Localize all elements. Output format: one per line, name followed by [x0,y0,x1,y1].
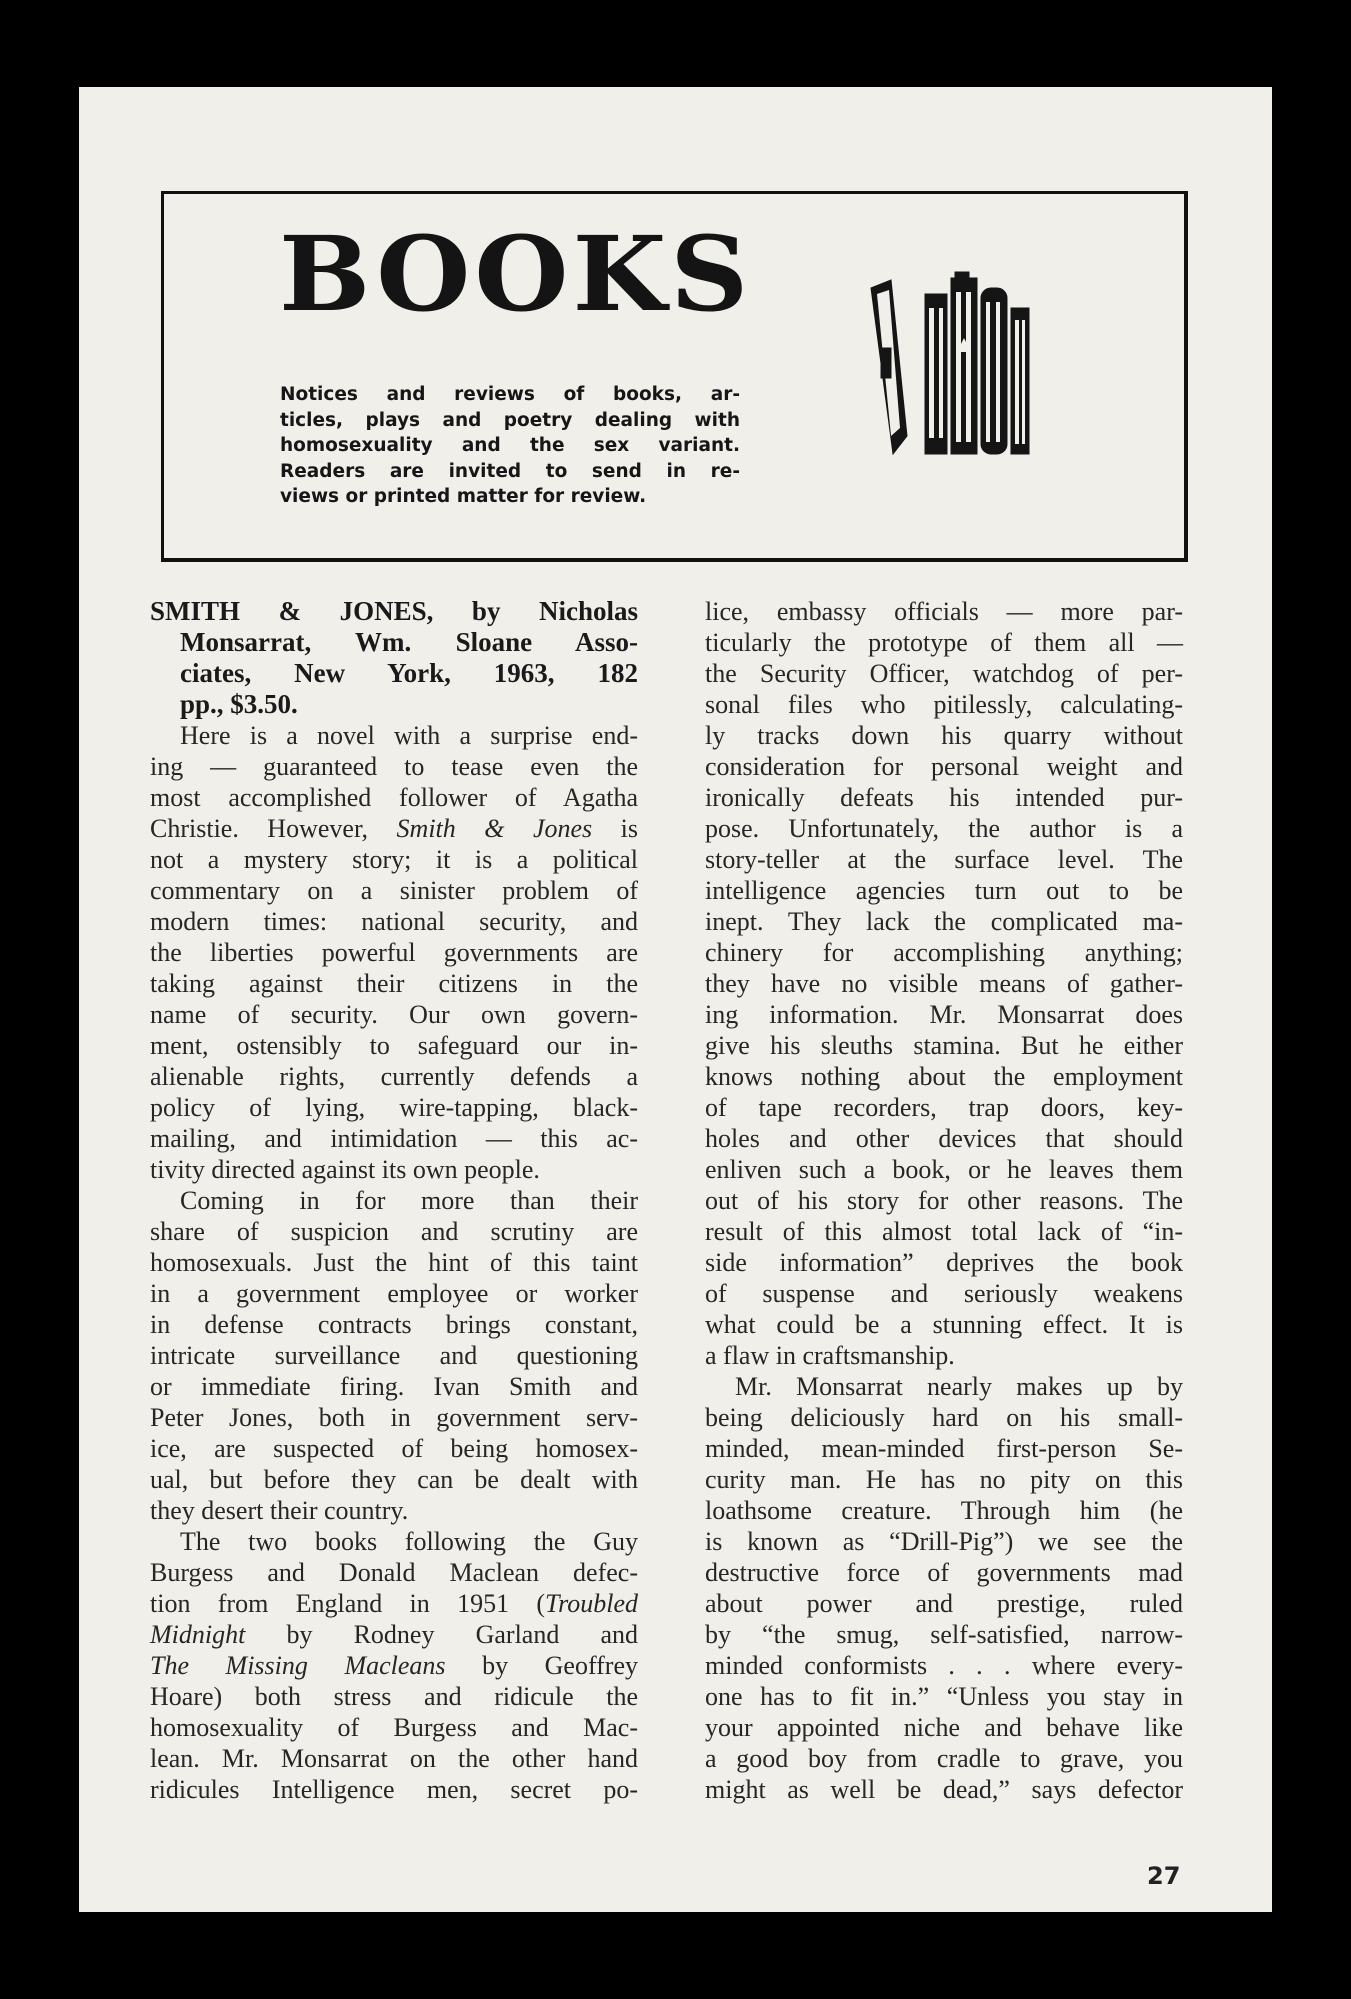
text-line [705,813,1183,844]
text-segment: commentary on a sinister problem of [150,876,638,905]
text-segment: Here is a novel with a surprise end- [180,721,638,750]
text-segment: Coming in for more than their [180,1186,638,1215]
text-segment: your appointed niche and behave like [705,1713,1183,1742]
text-line [150,1464,638,1495]
text-segment: out of his story for other reasons. The [705,1186,1183,1215]
text-segment: alienable rights, currently defends a [150,1062,638,1091]
text-segment: side information” deprives the book [705,1248,1183,1277]
text-segment: Christie. However, [150,814,397,843]
text-segment: pose. Unfortunately, the author is a [705,814,1183,843]
text-line [150,1309,638,1340]
text-line [705,782,1183,813]
text-segment: SMITH & JONES, by Nicholas [150,596,638,626]
text-segment: by Geoffrey [445,1651,638,1680]
text-line [705,1681,1183,1712]
text-line [705,1774,1183,1805]
text-line [705,1371,1183,1402]
text-line [705,1712,1183,1743]
text-line [150,1061,638,1092]
text-segment: ridicules Intelligence men, secret po- [150,1775,638,1804]
article-column-left [150,596,638,1805]
text-line [705,1185,1183,1216]
text-line [705,1030,1183,1061]
text-line [150,751,638,782]
text-line [150,1123,638,1154]
text-segment: pp., $3.50. [180,689,298,719]
text-segment: minded, mean-minded first-person Se- [705,1434,1183,1463]
review-heading-line [150,689,638,720]
text-line [150,937,638,968]
text-line [705,596,1183,627]
text-segment: in a government employee or worker [150,1279,638,1308]
text-line [150,782,638,813]
text-segment: homosexuals. Just the hint of this taint [150,1248,638,1277]
text-line [705,1588,1183,1619]
text-segment: ironically defeats his intended pur- [705,783,1183,812]
review-heading-line [150,627,638,658]
text-segment: is known as “Drill-Pig”) we see the [705,1527,1183,1556]
text-segment: curity man. He has no pity on this [705,1465,1183,1494]
italic-title: The Missing Macleans [150,1651,446,1680]
text-line [705,844,1183,875]
text-line [705,751,1183,782]
text-segment: consideration for personal weight and [705,752,1183,781]
text-segment: most accomplished follower of Agatha [150,783,638,812]
text-line [705,1123,1183,1154]
text-segment: they have no visible means of gather- [705,969,1183,998]
text-line [705,968,1183,999]
text-segment: story-teller at the surface level. The [705,845,1183,874]
text-line [150,1278,638,1309]
text-segment: about power and prestige, ruled [705,1589,1183,1618]
section-description [280,382,740,510]
text-line [705,1309,1183,1340]
text-segment: mailing, and intimidation — this ac- [150,1124,638,1153]
text-segment: not a mystery story; it is a political [150,845,638,874]
text-segment: minded conformists . . . where every- [705,1651,1183,1680]
text-line [150,875,638,906]
text-line [705,937,1183,968]
text-line [150,968,638,999]
text-line [150,1495,638,1526]
text-line [705,875,1183,906]
article-column-right [705,596,1183,1805]
text-segment: chinery for accomplishing anything; [705,938,1183,967]
text-line [705,1557,1183,1588]
page-number: 27 [1147,1862,1181,1890]
text-line [150,1092,638,1123]
text-line [705,999,1183,1030]
text-segment: what could be a stunning effect. It is [705,1310,1183,1339]
text-line [150,1402,638,1433]
text-line [705,1402,1183,1433]
text-line [150,1154,638,1185]
text-line [150,813,638,844]
text-segment: tion from England in 1951 ( [150,1589,546,1618]
text-segment: being deliciously hard on his small- [705,1403,1183,1432]
text-segment: knows nothing about the employment [705,1062,1183,1091]
text-line [150,1526,638,1557]
text-segment: a good boy from cradle to grave, you [705,1744,1183,1773]
text-segment: Mr. Monsarrat nearly makes up by [735,1372,1183,1401]
text-line [150,1743,638,1774]
text-line [150,1216,638,1247]
text-line [705,906,1183,937]
description-line: homosexuality and the sex variant. [280,435,740,456]
text-segment: Peter Jones, both in government serv- [150,1403,638,1432]
text-segment: by Rodney Garland and [245,1620,638,1649]
text-line [705,1061,1183,1092]
text-segment: ment, ostensibly to safeguard our in- [150,1031,638,1060]
text-line [150,844,638,875]
text-line [705,1247,1183,1278]
text-segment: result of this almost total lack of “in- [705,1217,1183,1246]
text-line [705,1464,1183,1495]
text-segment: intelligence agencies turn out to be [705,876,1183,905]
text-segment: they desert their country. [150,1496,409,1525]
text-line [705,1216,1183,1247]
review-heading-line [150,658,638,689]
text-segment: a flaw in craftsmanship. [705,1341,955,1370]
text-line [150,1340,638,1371]
text-line [150,1619,638,1650]
text-line [150,1247,638,1278]
text-segment: give his sleuths stamina. But he either [705,1031,1183,1060]
text-segment: ual, but before they can be dealt with [150,1465,638,1494]
text-segment: the liberties powerful governments are [150,938,638,967]
text-line [150,1371,638,1402]
description-line: Readers are invited to send in re- [280,460,740,482]
text-segment: name of security. Our own govern- [150,1000,638,1029]
text-line [705,1495,1183,1526]
text-line [705,1619,1183,1650]
text-segment: of tape recorders, trap doors, key- [705,1093,1183,1122]
text-segment: enliven such a book, or he leaves them [705,1155,1183,1184]
text-segment: Monsarrat, Wm. Sloane Asso- [180,627,638,657]
text-segment: policy of lying, wire-tapping, black- [150,1093,638,1122]
text-line [705,1526,1183,1557]
text-segment: homosexuality of Burgess and Mac- [150,1713,638,1742]
text-segment: ing — guaranteed to tease even the [150,752,638,781]
text-segment: tivity directed against its own people. [150,1155,540,1184]
magazine-page [79,87,1272,1912]
text-segment: lean. Mr. Monsarrat on the other hand [150,1744,638,1773]
text-line [705,1433,1183,1464]
text-segment: The two books following the Guy [180,1527,638,1556]
text-segment: the Security Officer, watchdog of per- [705,659,1183,688]
text-segment: taking against their citizens in the [150,969,638,998]
text-segment: in defense contracts brings constant, [150,1310,638,1339]
text-line [150,1774,638,1805]
text-segment: inept. They lack the complicated ma- [705,907,1183,936]
text-line [150,720,638,751]
text-segment: ly tracks down his quarry without [705,721,1183,750]
text-segment: ice, are suspected of being homosex- [150,1434,638,1463]
text-line [150,1557,638,1588]
description-line: views or printed matter for review. [280,486,647,507]
text-segment: might as well be dead,” says defector [705,1775,1183,1804]
text-segment: holes and other devices that should [705,1124,1183,1153]
description-line: ticles, plays and poetry dealing with [280,409,740,431]
text-line [705,627,1183,658]
text-line [705,1092,1183,1123]
italic-title: Midnight [150,1620,246,1649]
text-segment: modern times: national security, and [150,907,638,936]
text-line [705,689,1183,720]
text-line [705,1154,1183,1185]
text-line [150,999,638,1030]
text-segment: loathsome creature. Through him (he [705,1496,1183,1525]
text-line [705,1340,1183,1371]
text-line [705,720,1183,751]
text-line [150,906,638,937]
text-line [705,1743,1183,1774]
text-line [150,1030,638,1061]
review-heading-line [150,596,638,627]
books-on-shelf-icon [867,268,1067,468]
text-segment: ing information. Mr. Monsarrat does [705,1000,1183,1029]
italic-title: Smith & Jones [396,814,593,843]
text-segment: destructive force of governments mad [705,1558,1183,1587]
text-segment: share of suspicion and scrutiny are [150,1217,638,1246]
text-segment: ticularly the prototype of them all — [705,628,1183,657]
description-line: Notices and reviews of books, ar- [280,384,740,405]
text-line [705,1278,1183,1309]
text-line [705,1650,1183,1681]
text-segment: intricate surveillance and questioning [150,1341,638,1370]
text-segment: of suspense and seriously weakens [705,1279,1183,1308]
section-title: BOOKS [279,215,753,335]
text-segment: one has to fit in.” “Unless you stay in [705,1682,1183,1711]
text-segment: Hoare) both stress and ridicule the [150,1682,638,1711]
text-segment: ciates, New York, 1963, 182 [180,658,638,688]
text-line [705,658,1183,689]
text-segment: or immediate firing. Ivan Smith and [150,1372,638,1401]
text-line [150,1588,638,1619]
text-line [150,1681,638,1712]
text-line [150,1712,638,1743]
text-segment: Burgess and Donald Maclean defec- [150,1558,638,1587]
text-segment: lice, embassy officials — more par- [705,597,1183,626]
text-line [150,1185,638,1216]
text-segment: is [592,814,638,843]
text-line [150,1433,638,1464]
text-segment: sonal files who pitilessly, calculating- [705,690,1183,719]
italic-title: Troubled [545,1589,638,1618]
text-segment: by “the smug, self-satisfied, narrow- [705,1620,1183,1649]
text-line [150,1650,638,1681]
